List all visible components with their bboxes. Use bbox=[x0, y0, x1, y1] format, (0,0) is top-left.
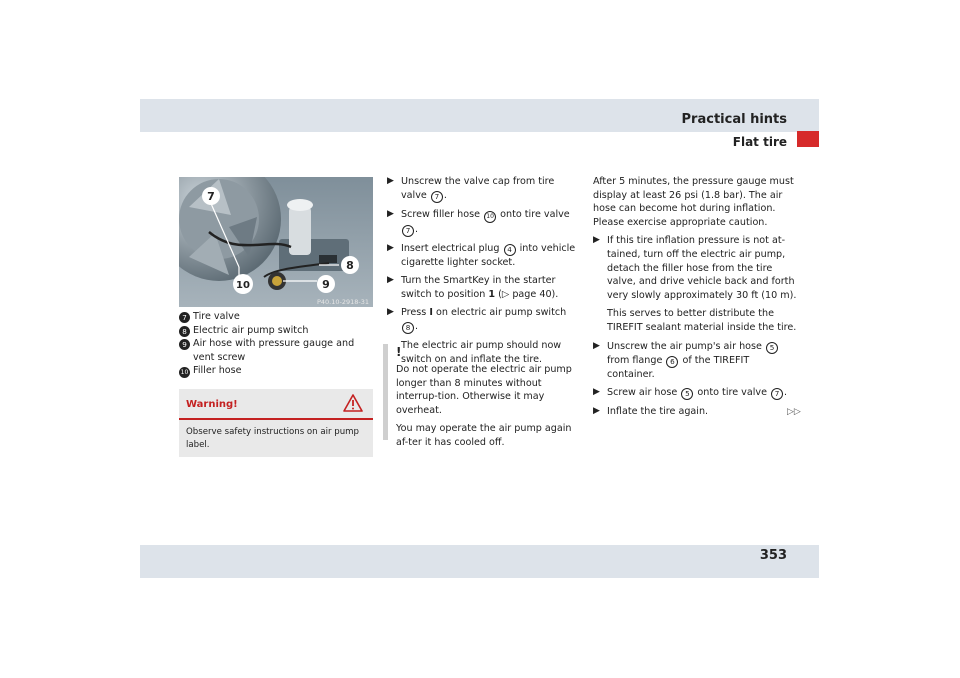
switch-symbol: I bbox=[429, 307, 433, 319]
step-text: from flange bbox=[607, 354, 663, 366]
step-text: If this tire inflation pressure is not at-tained, turn off the electric air pump, detach the filler hose from the tire valve, and drive vehicle back and forth very slowly approximately 30 ft (10 m). bbox=[607, 235, 797, 301]
page-title: Practical hints bbox=[681, 112, 787, 127]
triangle-arrow-icon: ▶ bbox=[593, 235, 600, 246]
step-item bbox=[387, 306, 579, 334]
step-text: Inflate the tire again. bbox=[607, 406, 709, 418]
triangle-arrow-icon: ▶ bbox=[387, 242, 394, 253]
step-text: Unscrew the valve cap from tire valve bbox=[401, 176, 555, 201]
step-text: Screw air hose bbox=[607, 387, 678, 399]
figure-code: P40.10-2918-31 bbox=[316, 298, 369, 306]
callout-8-label: 8 bbox=[346, 259, 354, 272]
step-text: . bbox=[415, 223, 419, 235]
legend-text: Air hose with pressure gauge and vent screw bbox=[193, 338, 355, 363]
triangle-arrow-icon: ▶ bbox=[593, 387, 600, 398]
note-paragraph: You may operate the air pump again af-ter it has cooled off. bbox=[396, 423, 572, 448]
step-text: Press bbox=[401, 307, 427, 319]
step-item bbox=[387, 175, 579, 203]
step-text: onto tire valve bbox=[500, 208, 570, 220]
callout-10-label: 10 bbox=[236, 280, 250, 291]
note-paragraph: Do not operate the electric air pump longer than 8 minutes without interrup-tion. Otherwise it may overheat. bbox=[396, 364, 572, 416]
triangle-arrow-icon: ▶ bbox=[387, 208, 394, 219]
legend-item bbox=[179, 310, 374, 324]
step-item bbox=[593, 234, 798, 302]
triangle-arrow-icon: ▶ bbox=[387, 275, 394, 286]
note-box bbox=[383, 344, 581, 448]
key-position: 1 bbox=[488, 288, 496, 300]
step-item bbox=[387, 208, 579, 237]
step-text: . bbox=[415, 320, 419, 332]
instructions-column-3 bbox=[593, 175, 798, 424]
instructions-column-2 bbox=[387, 175, 579, 371]
paragraph: After 5 minutes, the pressure gauge must display at least 26 psi (1.8 bar). The air hose can become hot during inflation. Please exercise appropriate caution. bbox=[593, 176, 794, 228]
warning-text: Observe safety instructions on air pump label. bbox=[186, 427, 360, 450]
step-text: on electric air pump switch bbox=[435, 307, 567, 319]
legend-item bbox=[179, 337, 374, 364]
triangle-arrow-icon: ▶ bbox=[387, 307, 394, 318]
callout-9-label: 9 bbox=[322, 278, 330, 291]
air-pump-photo bbox=[179, 177, 373, 307]
step-text: of the TIREFIT container. bbox=[607, 354, 750, 380]
step-item bbox=[387, 242, 579, 270]
step-item bbox=[593, 340, 798, 382]
ref-number: 5 bbox=[681, 388, 693, 400]
step-text: Unscrew the air pump's air hose bbox=[607, 340, 762, 352]
legend-number: 10 bbox=[180, 369, 189, 377]
ref-number: 7 bbox=[431, 191, 443, 203]
warning-box bbox=[179, 389, 373, 457]
step-text: Turn the SmartKey in the starter switch to position bbox=[401, 275, 556, 300]
warning-title: Warning! bbox=[186, 399, 238, 410]
warning-triangle-icon bbox=[343, 394, 363, 412]
legend-item bbox=[179, 324, 374, 338]
air-pump-illustration bbox=[179, 177, 373, 307]
legend-text: Electric air pump switch bbox=[193, 324, 309, 336]
legend-number: 8 bbox=[179, 326, 190, 337]
figure-legend bbox=[179, 310, 374, 378]
ref-number: 7 bbox=[771, 388, 783, 400]
ref-number: 10 bbox=[484, 211, 496, 223]
ref-number: 8 bbox=[402, 322, 414, 334]
step-text: Screw filler hose bbox=[401, 208, 481, 220]
note-text bbox=[396, 363, 580, 455]
step-item bbox=[593, 386, 798, 400]
step-text: onto tire valve bbox=[697, 387, 767, 399]
step-item bbox=[593, 405, 798, 419]
step-text: into vehicle cigarette lighter socket. bbox=[401, 242, 576, 268]
legend-number: 7 bbox=[179, 312, 190, 323]
step-text: . bbox=[784, 387, 788, 399]
paragraph: The electric air pump should now switch on and inflate the tire. bbox=[401, 339, 562, 365]
legend-text: Filler hose bbox=[193, 365, 242, 377]
triangle-arrow-icon: ▶ bbox=[387, 176, 394, 186]
ref-number: 5 bbox=[766, 342, 778, 354]
continued-indicator: ▷▷ bbox=[787, 407, 801, 417]
exclamation-icon: ! bbox=[396, 345, 402, 359]
step-text: . bbox=[443, 189, 447, 201]
page-reference: (▷ page 40). bbox=[498, 288, 559, 300]
section-title: Flat tire bbox=[732, 135, 787, 149]
ref-number: 6 bbox=[666, 356, 678, 368]
footer-band bbox=[140, 545, 819, 578]
triangle-arrow-icon: ▶ bbox=[593, 406, 600, 417]
page-number: 353 bbox=[759, 548, 787, 563]
legend-text: Tire valve bbox=[193, 311, 240, 322]
step-text: Insert electrical plug bbox=[401, 242, 500, 254]
triangle-arrow-icon: ▶ bbox=[593, 340, 600, 351]
ref-number: 4 bbox=[504, 244, 516, 256]
note-bar bbox=[383, 344, 388, 440]
legend-number: 9 bbox=[179, 339, 190, 350]
callout-7-label: 7 bbox=[207, 190, 215, 203]
ref-number: 7 bbox=[402, 225, 414, 237]
section-tab-marker bbox=[797, 131, 819, 147]
warning-divider bbox=[179, 418, 373, 420]
paragraph: This serves to better distribute the TIREFIT sealant material inside the tire. bbox=[607, 308, 797, 333]
legend-item bbox=[179, 364, 374, 378]
step-item bbox=[387, 274, 579, 301]
